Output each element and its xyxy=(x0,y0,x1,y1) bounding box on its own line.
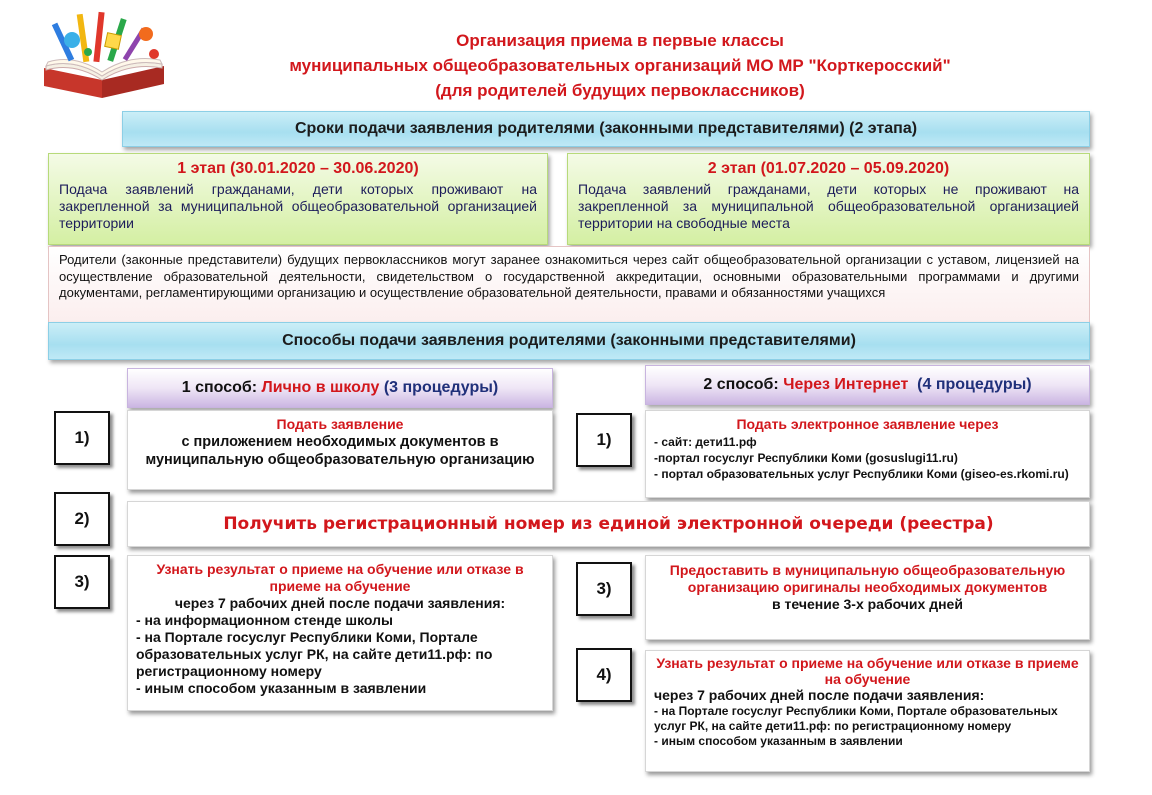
method-1-name: Лично в школу xyxy=(261,379,380,396)
method-2-step-4-item-1: - на Портале госуслуг Республики Коми, Портале образовательных услуг РК, на сайте дети11.рф: по регистрационному номеру xyxy=(654,704,1058,733)
step-number-left-1 xyxy=(54,411,110,465)
stage-1-heading: 1 этап (30.01.2020 – 30.06.2020) xyxy=(177,160,419,177)
stage-2-box xyxy=(567,153,1090,245)
stage-2-heading: 2 этап (01.07.2020 – 05.09.2020) xyxy=(707,160,950,177)
method-1-step-3-item-1: - на информационном стенде школы xyxy=(136,612,393,628)
method-1-step-3-heading: Узнать результат о приеме на обучение или отказе в приеме на обучение xyxy=(156,561,524,594)
step-number-right-4 xyxy=(576,648,632,702)
step-number-left-3 xyxy=(54,555,110,609)
method-2-step-4-heading: Узнать результат о приеме на обучение или отказе в приеме на обучение xyxy=(656,655,1079,687)
method-2-prefix: 2 способ: xyxy=(703,376,784,393)
step-number-right-1 xyxy=(576,413,632,467)
page-title xyxy=(180,28,1060,103)
method-2-step-3-heading: Предоставить в муниципальную общеобразовательную организацию оригиналы необходимых документов xyxy=(669,562,1066,595)
method-2-step-1-item-3: - портал образовательных услуг Республики Коми (giseo-es.rkomi.ru) xyxy=(654,467,1069,481)
method-2-step-1-item-1: - сайт: дети11.рф xyxy=(654,435,757,449)
methods-banner xyxy=(48,322,1090,360)
stage-2-text: Подача заявлений гражданами, дети которых не проживают на закрепленной за муниципальной общеобразовательной организацией территории на свободные места xyxy=(578,181,1079,231)
step-number-right-3 xyxy=(576,562,632,616)
stage-1-box xyxy=(48,153,548,245)
school-book-icon xyxy=(36,6,172,106)
method-2-count: (4 процедуры) xyxy=(908,376,1032,393)
step-number-left-1-label: 1) xyxy=(74,428,90,447)
method-2-step-1-heading: Подать электронное заявление через xyxy=(736,416,999,432)
method-2-header xyxy=(645,365,1090,405)
method-1-step-3-box xyxy=(127,555,553,711)
step-number-right-3-label: 3) xyxy=(596,579,612,598)
step-number-2 xyxy=(54,492,110,546)
method-1-step-3-subheading: через 7 рабочих дней после подачи заявления: xyxy=(174,595,506,611)
method-2-step-1-item-2: -портал госуслуг Республики Коми (gosuslugi11.ru) xyxy=(654,451,958,465)
info-text: Родители (законные представители) будущих первоклассников могут заранее ознакомиться через сайт общеобразовательной организации с уставом, лицензией на осуществление образовательной деятельности, свидетельством о государственной аккредитации, основными образовательными программами и другими документами, регламентирующими организацию и осуществление образовательной деятельности, правами и обязанностями учащихся xyxy=(59,252,1079,300)
step-number-right-4-label: 4) xyxy=(596,665,612,684)
info-box xyxy=(48,246,1090,324)
step-number-2-label: 2) xyxy=(74,509,90,528)
method-1-step-1-heading: Подать заявление xyxy=(276,416,404,432)
title-line-1: Организация приема в первые классы xyxy=(456,31,784,50)
step-number-left-3-label: 3) xyxy=(74,572,90,591)
step-2-text: Получить регистрационный номер из единой электронной очереди (реестра) xyxy=(223,514,994,534)
method-1-step-3-item-2: - на Портале госуслуг Республики Коми, Портале образовательных услуг РК, на сайте дети11.рф: по регистрационному номеру xyxy=(136,629,493,679)
method-1-header xyxy=(127,368,553,408)
deadlines-banner-label: Сроки подачи заявления родителями (законными представителями) (2 этапа) xyxy=(294,120,918,137)
method-1-step-1-text: с приложением необходимых документов в муниципальную общеобразовательную организацию xyxy=(145,434,535,468)
deadlines-banner xyxy=(122,111,1090,147)
method-2-step-4-box xyxy=(645,650,1090,772)
method-2-step-1-box xyxy=(645,410,1090,498)
stage-1-text: Подача заявлений гражданами, дети которых проживают на закрепленной за муниципальной общеобразовательной организацией территории xyxy=(59,181,537,231)
method-1-step-3-item-3: - иным способом указанным в заявлении xyxy=(136,680,427,696)
method-2-step-4-subheading: через 7 рабочих дней после подачи заявления: xyxy=(654,687,985,703)
step-number-right-1-label: 1) xyxy=(596,430,612,449)
title-line-3: (для родителей будущих первоклассников) xyxy=(435,81,805,100)
method-2-step-4-item-2: - иным способом указанным в заявлении xyxy=(654,734,903,748)
method-2-step-3-text: в течение 3-х рабочих дней xyxy=(772,596,963,612)
method-2-name: Через Интернет xyxy=(783,376,909,393)
title-line-2: муниципальных общеобразовательных организаций МО МР "Корткеросский" xyxy=(289,56,951,75)
method-1-step-1-box xyxy=(127,410,553,490)
method-2-step-3-box xyxy=(645,555,1090,640)
method-1-prefix: 1 способ: xyxy=(181,379,262,396)
step-2-box xyxy=(127,501,1090,547)
method-1-count: (3 процедуры) xyxy=(379,379,499,396)
methods-banner-label: Способы подачи заявления родителями (законными представителями) xyxy=(282,332,856,349)
